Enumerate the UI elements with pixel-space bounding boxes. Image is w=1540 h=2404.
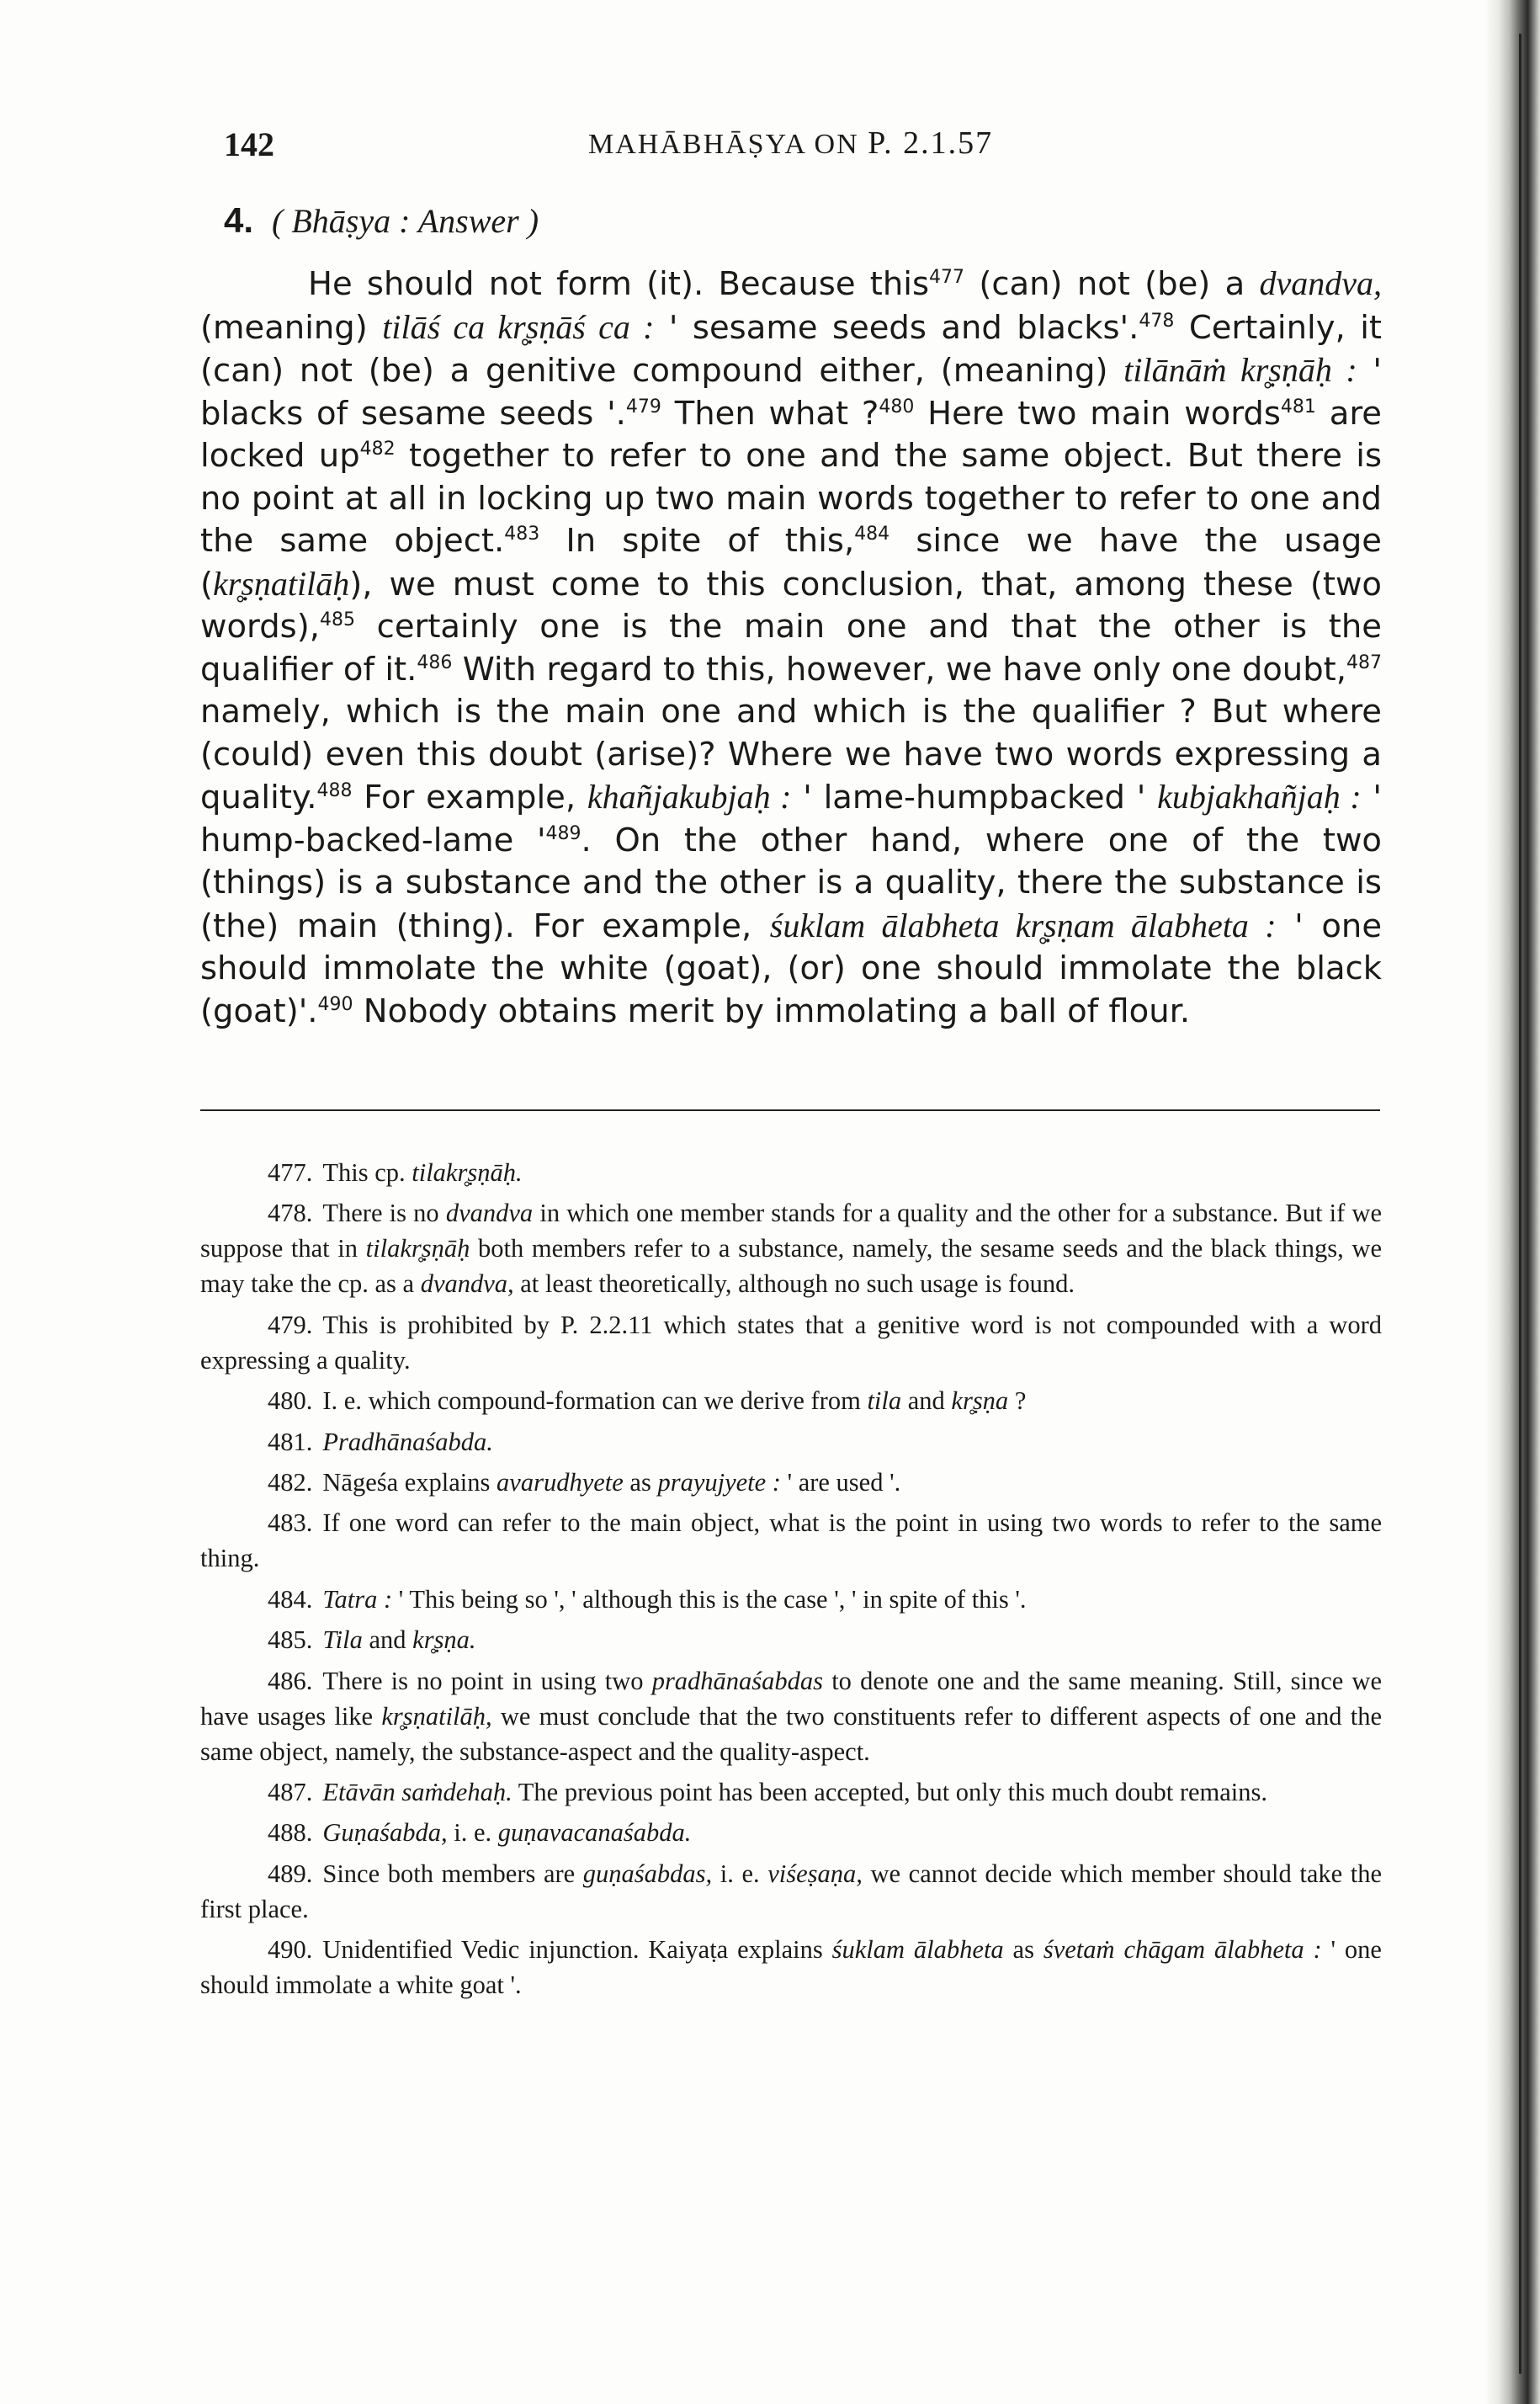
sanskrit-term: tilānāṁ kr̥ṣṇāḥ : [1123,351,1357,389]
sanskrit-term: tilakr̥ṣṇāḥ [365,1234,470,1263]
sanskrit-term: kubjakhañjaḥ : [1157,778,1362,816]
sanskrit-term: viśeṣaṇa, [767,1859,863,1888]
text-run: ' one should immolate the white (goat), (or) one should immolate the black (goat)'. [200,907,1383,1030]
running-title [588,125,993,162]
sanskrit-term: śuklam ālabheta [831,1935,1004,1965]
footnote-ref[interactable]: 478 [1139,310,1175,332]
footnote-ref[interactable]: 482 [359,439,396,460]
text-run: as [1003,1935,1043,1965]
text-run: ' are used '. [780,1467,901,1497]
sanskrit-term: guṇavacanaśabda. [497,1818,692,1848]
text-run: He should not form (it). Because this [308,265,930,303]
text-run: ' This being so ', ' although this is the case ', ' in spite of this '. [392,1584,1027,1614]
sanskrit-term: kr̥ṣṇa. [412,1625,476,1655]
sanskrit-term: pradhānaśabdas [651,1666,824,1695]
text-run: in which one member stands for a quality and the other for a substance. But if we suppose that in [200,1199,1382,1263]
section-number: 4. [224,200,254,240]
main-paragraph [200,263,1382,1033]
text-run: Since both members are [322,1859,583,1888]
footnote-number: 482. [268,1467,313,1497]
sanskrit-term: dvandva, [420,1269,514,1299]
section-heading [224,200,539,241]
footnote-481 [200,1424,1382,1460]
text-run: are locked up [200,394,1382,475]
text-run: ' lame-humpbacked ' [791,779,1158,816]
text-run: The previous point has been accepted, but only this much doubt remains. [512,1777,1267,1806]
footnote-485 [200,1622,1382,1657]
text-run: since we have the usage ( [200,522,1382,604]
footnote-number: 485. [268,1625,313,1655]
footnote-separator [200,1109,1380,1111]
section-label: ( Bhāṣya : Answer ) [272,202,539,240]
text-run: ), we must come to this conclusion, that, among these (two words), [200,565,1382,646]
footnote-number: 481. [268,1427,313,1456]
footnote-477 [200,1155,1382,1190]
sanskrit-term: kr̥ṣṇa [951,1386,1009,1416]
footnote-488 [200,1815,1382,1850]
footnote-ref[interactable]: 486 [417,652,453,673]
footnote-ref[interactable]: 477 [929,267,965,289]
text-run: and [901,1386,952,1416]
footnote-ref[interactable]: 485 [319,609,355,631]
footnote-number: 489. [268,1859,313,1888]
footnote-ref[interactable]: 488 [316,780,353,802]
footnote-number: 484. [268,1584,313,1614]
footnote-number: 488. [268,1818,313,1848]
running-title-text: MAHĀBHĀṢYA ON [588,129,859,160]
text-run: Nāgeśa explains [322,1467,497,1497]
footnote-number: 486. [268,1666,313,1695]
text-run: Nobody obtains merit by immolating a ball of flour. [353,992,1191,1030]
binding-shadow-line [1519,34,1521,2374]
text-run: Here two main words [914,394,1281,433]
text-run: If one word can refer to the main object, what is the point in using two words to refer to the same thing. [200,1508,1382,1573]
text-run: i. e. [712,1859,768,1888]
sanskrit-term: kr̥ṣṇatilāḥ, [381,1701,492,1731]
sanskrit-term: śvetaṁ chāgam ālabheta : [1043,1935,1322,1965]
footnote-ref[interactable]: 489 [545,822,581,844]
text-run: both members refer to a substance, namely, the sesame seeds and the black things, we may take the cp. as a [200,1234,1382,1299]
text-run: (meaning) [200,308,383,347]
sanskrit-term: avarudhyete [497,1467,624,1497]
footnote-486 [200,1663,1382,1769]
text-run: we cannot decide which member should take the first place. [200,1859,1383,1923]
footnote-483 [200,1505,1382,1576]
footnote-ref[interactable]: 490 [317,993,353,1015]
footnote-number: 483. [268,1508,313,1538]
footnote-480 [200,1383,1382,1418]
text-run: to denote one and the same meaning. Still, since we have usages like [200,1666,1382,1731]
text-run: we must conclude that the two constituents refer to different aspects of one and the same object, namely, the substance-aspect and the quality-aspect. [200,1701,1383,1766]
sanskrit-term: tila [867,1386,902,1416]
footnote-number: 479. [268,1310,313,1339]
text-run: ' hump-backed-lame ' [200,779,1383,859]
text-run: This is prohibited by P. 2.2.11 which states that a genitive word is not compounded with a word expressing a quality. [200,1310,1382,1375]
footnote-484 [200,1582,1382,1617]
sanskrit-term: Tatra : [322,1584,393,1614]
footnote-number: 477. [268,1158,313,1187]
text-run: ' one should immolate a white goat '. [200,1935,1382,2000]
sanskrit-term: kr̥ṣṇatilāḥ [213,564,350,603]
text-run: With regard to this, however, we have only one doubt, [452,650,1346,689]
footnote-ref[interactable]: 484 [854,524,890,545]
text-run: This cp. [322,1158,412,1187]
sanskrit-term: dvandva [445,1199,534,1228]
text-run: ? [1008,1386,1027,1416]
footnote-487 [200,1774,1382,1810]
text-run: certainly one is the main one and that the other is the qualifier of it. [200,608,1382,689]
sanskrit-term: prayujyete : [657,1467,781,1497]
sanskrit-term: dvandva, [1259,264,1382,302]
footnote-number: 487. [268,1777,313,1806]
sanskrit-term: Etāvān saṁdehaḥ. [322,1777,512,1806]
text-run: ' sesame seeds and blacks'. [654,308,1139,347]
text-run: There is no point in using two [322,1666,652,1695]
sanskrit-term: guṇaśabdas, [582,1859,713,1888]
text-run: Unidentified Vedic injunction. Kaiyaṭa explains [322,1935,832,1965]
text-run: as [623,1467,658,1497]
text-run: In spite of this, [539,522,855,560]
footnote-482 [200,1465,1382,1500]
sanskrit-term: tilāś ca kr̥ṣṇāś ca : [382,307,655,346]
text-run: and [362,1625,413,1655]
footnote-ref[interactable]: 480 [879,396,915,418]
text-run: ' blacks of sesame seeds '. [200,352,1382,433]
sanskrit-term: śuklam ālabheta kr̥ṣṇam ālabheta : [769,906,1277,944]
footnote-490 [200,1932,1382,2002]
text-run: I. e. which compound-formation can we derive from [322,1386,868,1416]
sanskrit-term: Guṇaśabda, [322,1818,448,1848]
text-run: For example, [352,779,587,816]
page-number: 142 [224,125,274,163]
sanskrit-term: Tila [322,1625,363,1655]
text-run: together to refer to one and the same object. But there is no point at all in locking up two main words together to refer to one and the same object. [200,437,1382,560]
text-run: Certainly, it (can) not (be) a genitive compound either, (meaning) [200,308,1383,390]
sanskrit-term: khañjakubjaḥ : [587,778,792,816]
footnote-ref[interactable]: 483 [504,524,540,545]
footnote-ref[interactable]: 481 [1280,396,1316,418]
footnote-479 [200,1307,1382,1378]
page-header [224,125,1368,175]
text-run: (can) not (be) a [964,265,1260,303]
text-run: . On the other hand, where one of the two (things) is a substance and the other is a quality, there the substance is (the) main (thing). For example, [200,821,1382,945]
footnote-489 [200,1856,1382,1927]
footnote-ref[interactable]: 479 [625,396,661,418]
text-run: i. e. [447,1818,498,1848]
sanskrit-term: tilakr̥ṣṇāḥ. [412,1158,523,1187]
text-run: Then what ? [661,394,879,433]
footnote-number: 478. [268,1199,313,1228]
footnote-ref[interactable]: 487 [1346,652,1382,673]
footnote-478 [200,1195,1382,1301]
footnotes [200,1155,1382,2008]
page-binding-edge [1484,0,1540,2404]
footnote-number: 480. [268,1386,313,1416]
text-run: There is no [322,1199,446,1228]
footnote-number: 490. [268,1935,313,1965]
text-run: namely, which is the main one and which is the qualifier ? But where (could) even this doubt (arise)? Where we have two words expressing a quality. [200,693,1382,816]
main-text [200,263,1382,1033]
running-title-ref: P. 2.1.57 [868,125,994,161]
sanskrit-term: Pradhānaśabda. [322,1427,493,1456]
text-run: at least theoretically, although no such usage is found. [513,1269,1075,1299]
